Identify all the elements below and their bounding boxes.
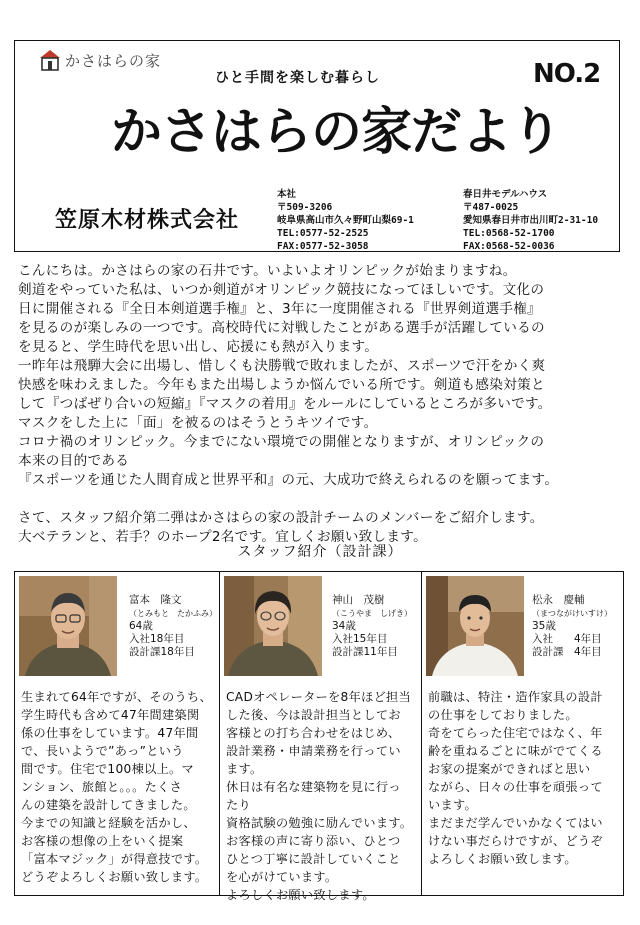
staff-joined: 入社15年目 [332, 633, 388, 645]
intro-text [18, 262, 628, 547]
staff-joined: 入社 4年目 [532, 633, 602, 645]
intro-line: 快感を味わえました。今年もまた出場しようか悩んでいる所です。剣道も感染対策と [18, 377, 545, 393]
staff-card [422, 571, 624, 896]
model-house-info [463, 188, 598, 253]
staff-design-years: 設計課 4年目 [532, 646, 602, 658]
bio-line: 生まれて64年ですが、そのうち、 [21, 690, 212, 704]
issue-number: NO.2 [533, 59, 601, 89]
staff-reading: （こうやま しげき） [332, 609, 412, 618]
intro-line: 『スポーツを通じた人間育成と世界平和』の元、大成功で終えられるのを願ってます。 [18, 472, 559, 488]
bio-line: の仕事をしておりました。 [428, 708, 578, 722]
intro-line: を見るのが楽しみの一つです。高校時代に対戦したことがある選手が活躍しているの [18, 320, 545, 336]
staff-info [532, 594, 612, 659]
office-address: 愛知県春日井市出川町2-31-10 [463, 215, 599, 226]
staff-reading: （とみもと たかふみ） [129, 609, 217, 618]
staff-name: 松永 慶輔 [532, 594, 585, 606]
staff-bio [428, 688, 620, 868]
office-fax: FAX:0577-52-3058 [277, 241, 369, 252]
intro-line: して『つばぜり合いの短縮』『マスクの着用』をルールにしているところが多いです。 [18, 396, 552, 412]
staff-age: 64歳 [129, 620, 153, 632]
staff-photo [426, 576, 524, 676]
bio-line: 今までの知識と経験を活かし、 [21, 816, 196, 830]
bio-line: お家の提案ができればと思い [428, 762, 591, 776]
staff-section [14, 571, 624, 902]
bio-line: ひとつ丁寧に設計していくこと [226, 852, 401, 866]
bio-line: お客様の想像の上をいく提案 [21, 834, 184, 848]
bio-line: 前職は、特注・造作家具の設計 [428, 690, 603, 704]
intro-line: 本来の目的である [18, 453, 130, 469]
staff-design-years: 設計課11年目 [332, 646, 398, 658]
bio-line: 係の仕事をしています。47年間 [21, 726, 199, 740]
company-logo [39, 49, 161, 71]
logo-text: かさはらの家 [65, 51, 162, 70]
bio-line: CADオペレーターを8年ほど担当 [226, 690, 412, 704]
staff-age: 35歳 [532, 620, 556, 632]
intro-line: 一昨年は飛騨大会に出場し、惜しくも決勝戦で敗れましたが、スポーツで汗をかく爽 [18, 358, 546, 374]
bio-line: 休日は有名な建築物を見に行っ [226, 780, 401, 794]
newsletter-title: かさはらの家だより [111, 102, 562, 162]
intro-line: さて、スタッフ紹介第二弾はかさはらの家の設計チームのメンバーをご紹介します。 [18, 510, 544, 526]
bio-line: います。 [428, 798, 477, 812]
staff-card [220, 571, 422, 902]
bio-line: たり [226, 798, 251, 812]
office-zip: 〒487-0025 [463, 202, 519, 213]
staff-section-title: スタッフ紹介（設計課） [237, 544, 403, 560]
bio-line: ながら、日々の仕事を頑張って [428, 780, 603, 794]
house-logo-icon [39, 49, 61, 71]
intro-line: を見ると、学生時代を思い出し、応援にも熱が入ります。 [18, 339, 379, 355]
staff-reading: （まつながけいすけ） [532, 609, 612, 618]
bio-line: けない事だらけですが、どうぞ [428, 834, 603, 848]
bio-line: お客様の声に寄り添い、ひとつ [226, 834, 401, 848]
staff-card [14, 571, 220, 896]
staff-bio [21, 688, 213, 886]
office-title: 本社 [277, 189, 297, 200]
office-zip: 〒509-3206 [277, 202, 333, 213]
office-tel: TEL:0568-52-1700 [463, 228, 555, 239]
bio-line: 資格試験の勉強に励んでいます。 [226, 816, 413, 830]
intro-line: 大ベテランと、若手？のホープ2名です。宜しくお願い致します。 [18, 529, 428, 545]
head-office-info [277, 188, 414, 253]
staff-bio [226, 688, 418, 904]
staff-joined: 入社18年目 [129, 633, 185, 645]
newsletter-header [14, 40, 620, 252]
office-tel: TEL:0577-52-2525 [277, 228, 369, 239]
bio-line: 客様との打ち合わせをはじめ、 [226, 726, 401, 740]
staff-design-years: 設計課18年目 [129, 646, 195, 658]
staff-photo [19, 576, 117, 676]
bio-line: まだまだ学んでいかなくてはい [428, 816, 603, 830]
staff-photo [224, 576, 322, 676]
bio-line: ンション、旅館と。。。たくさ [21, 780, 183, 794]
company-name: 笠原木材株式会社 [55, 207, 240, 233]
bio-line: で、長いようで”あっ”という [21, 744, 184, 758]
office-address: 岐阜県高山市久々野町山梨69-1 [277, 215, 414, 226]
bio-line: どうぞよろしくお願い致します。 [21, 870, 208, 884]
bio-line: 奇をてらった住宅ではなく、年 [428, 726, 603, 740]
intro-line: 剣道をやっていた私は、いつか剣道がオリンピック競技になってほしいです。文化の [18, 282, 545, 298]
staff-name: 富本 隆文 [129, 594, 182, 606]
bio-line: よろしくお願い致します。 [226, 888, 375, 902]
staff-name: 神山 茂樹 [332, 594, 385, 606]
bio-line: 間です。住宅で100棟以上。マ [21, 762, 195, 776]
bio-line: 学生時代も含めて47年間建築関 [21, 708, 200, 722]
bio-line: んの建築を設計してきました。 [21, 798, 196, 812]
bio-line: 齢を重ねるごとに味がでてくる [428, 744, 603, 758]
bio-line: よろしくお願い致します。 [428, 852, 577, 866]
tagline: ひと手間を楽しむ暮らし [215, 70, 380, 86]
staff-age: 34歳 [332, 620, 356, 632]
office-fax: FAX:0568-52-0036 [463, 241, 555, 252]
bio-line: 設計業務・申請業務を行ってい [226, 744, 401, 758]
bio-line: 「富本マジック」が得意技です。 [21, 852, 208, 866]
intro-line: マスクをした上に「面」を被るのはそうとうキツイです。 [18, 415, 378, 431]
intro-line: コロナ禍のオリンピック。今までにない環境での開催となりますが、オリンピックの [18, 434, 545, 450]
bio-line: を心がけています。 [226, 870, 338, 884]
bio-line: ます。 [226, 762, 263, 776]
staff-info [129, 594, 217, 659]
office-title: 春日井モデルハウス [463, 189, 548, 200]
bio-line: した後、今は設計担当としてお [226, 708, 401, 722]
intro-line: 日に開催される『全日本剣道選手権』と、3年に一度開催される『世界剣道選手権』 [18, 301, 542, 317]
intro-line: こんにちは。かさはらの家の石井です。いよいよオリンピックが始まりますね。 [18, 263, 517, 279]
staff-info [332, 594, 412, 659]
